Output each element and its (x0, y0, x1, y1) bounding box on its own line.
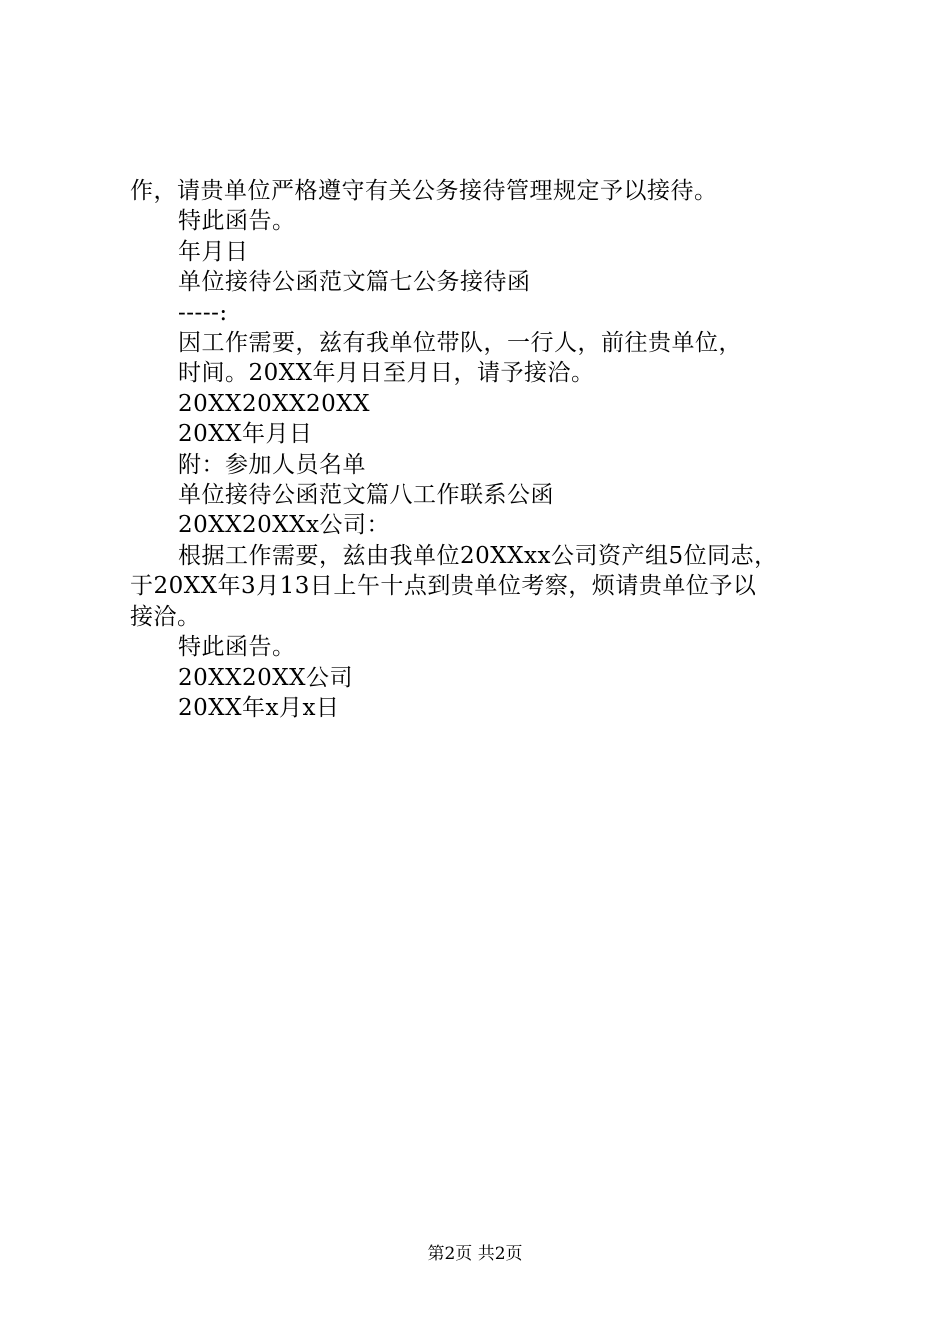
text-line: 20XX20XX公司 (178, 664, 354, 691)
document-body (130, 176, 840, 723)
text-line: 年月日 (178, 238, 249, 265)
section-heading: 单位接待公函范文篇八工作联系公函 (178, 482, 554, 509)
text-line: 20XX20XXx公司： (178, 512, 391, 539)
text-line: 20XX年月日 (178, 421, 313, 448)
text-line: 于20XX年3月13日上午十点到贵单位考察，烦请贵单位予以 (130, 573, 757, 600)
text-line: 附：参加人员名单 (178, 451, 366, 478)
page-number: 第2页 共2页 (427, 1244, 523, 1264)
text-line: 20XX20XX20XX (178, 390, 371, 417)
text-line: 因工作需要，兹有我单位带队，一行人，前往贵单位， (178, 330, 742, 357)
text-line: 作，请贵单位严格遵守有关公务接待管理规定予以接待。 (130, 178, 718, 204)
text-line: 接洽。 (130, 603, 201, 630)
text-line: 20XX年x月x日 (178, 694, 340, 721)
text-line: 特此函告。 (178, 208, 296, 235)
text-line: 特此函告。 (178, 634, 296, 661)
text-line: 根据工作需要，兹由我单位20XXxx公司资产组5位同志， (178, 542, 778, 569)
page-footer (0, 1242, 950, 1266)
text-line: -----: (178, 299, 228, 326)
section-heading: 单位接待公函范文篇七公务接待函 (178, 269, 531, 296)
text-line: 时间。20XX年月日至月日，请予接洽。 (178, 360, 595, 387)
